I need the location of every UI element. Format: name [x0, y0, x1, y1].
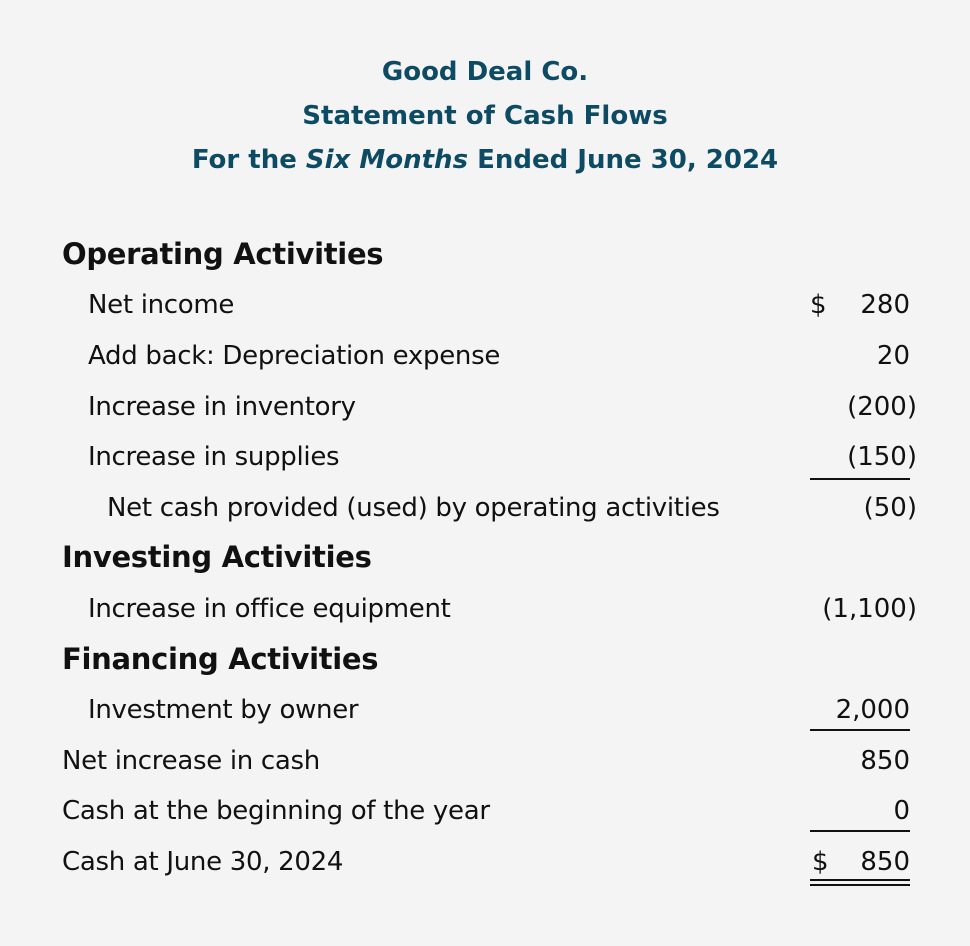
cash-beginning-label: Cash at the beginning of the year	[62, 796, 490, 826]
period-prefix: For the	[191, 145, 297, 175]
net-increase-label: Net increase in cash	[62, 746, 320, 776]
section-investing-title: Investing Activities	[62, 540, 372, 574]
cash-beginning-value: 0	[893, 796, 910, 826]
cash-ending-value: 850	[860, 847, 910, 877]
investment-by-owner-label: Investment by owner	[88, 695, 359, 725]
net-cash-operating-value: (50)	[863, 493, 917, 523]
office-equipment-label: Increase in office equipment	[88, 594, 451, 624]
supplies-label: Increase in supplies	[88, 442, 340, 472]
supplies-value: (150)	[847, 442, 917, 472]
total-double-rule-top	[810, 879, 910, 881]
section-operating-title: Operating Activities	[62, 237, 384, 271]
net-income-currency: $	[810, 290, 827, 320]
period-italic: Six Months	[305, 145, 469, 175]
subtotal-rule-operating	[810, 478, 910, 480]
section-financing-title: Financing Activities	[62, 642, 379, 676]
cash-ending-label: Cash at June 30, 2024	[62, 847, 344, 877]
net-income-value: 280	[860, 290, 910, 320]
subtotal-rule-financing	[810, 729, 910, 731]
company-name: Good Deal Co.	[381, 57, 589, 87]
depreciation-label: Add back: Depreciation expense	[88, 341, 501, 371]
net-increase-value: 850	[860, 746, 910, 776]
period-suffix: Ended June 30, 2024	[477, 145, 779, 175]
office-equipment-value: (1,100)	[822, 594, 917, 624]
investment-by-owner-value: 2,000	[835, 695, 910, 725]
statement-period	[0, 145, 970, 175]
net-income-label: Net income	[88, 290, 235, 320]
depreciation-value: 20	[876, 341, 910, 371]
cash-ending-currency: $	[812, 847, 829, 877]
statement-title: Statement of Cash Flows	[302, 101, 668, 131]
subtotal-rule-summary	[810, 830, 910, 832]
net-cash-operating-label: Net cash provided (used) by operating activities	[107, 493, 720, 523]
total-double-rule-bottom	[810, 884, 910, 886]
inventory-value: (200)	[847, 392, 917, 422]
inventory-label: Increase in inventory	[88, 392, 356, 422]
